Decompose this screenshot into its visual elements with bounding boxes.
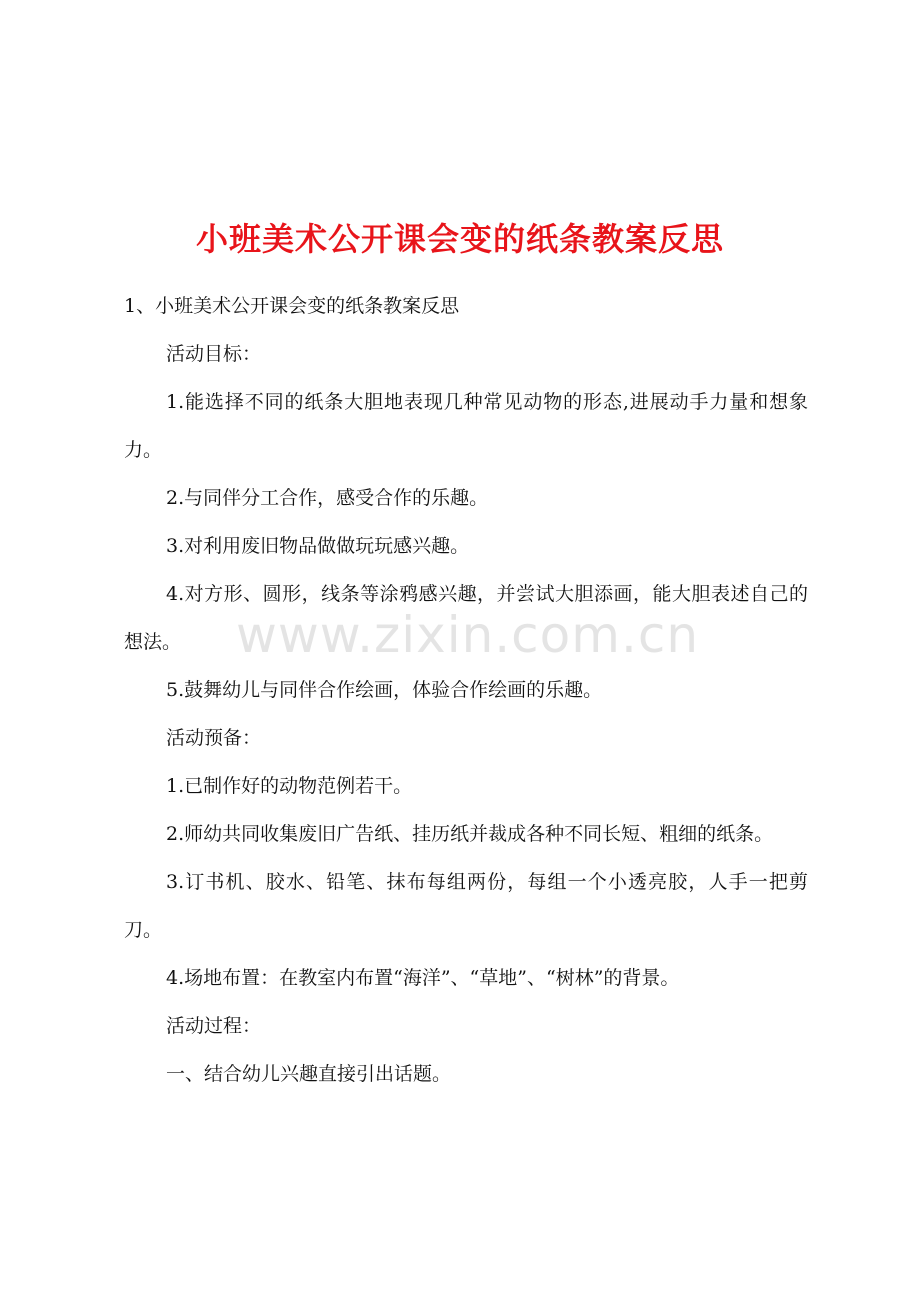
prep-item-2: 2.师幼共同收集废旧广告纸、挂历纸并裁成各种不同长短、粗细的纸条。 (166, 823, 774, 845)
document-body (124, 282, 808, 1098)
goal-item-3: 3.对利用废旧物品做做玩玩感兴趣。 (166, 535, 470, 557)
document-title: 小班美术公开课会变的纸条教案反思 (195, 220, 724, 259)
prep-item-3: 3.订书机、胶水、铅笔、抹布每组两份，每组一个小透亮胶，人手一把剪刀。 (124, 871, 808, 941)
goal-item-4: 4.对方形、圆形，线条等涂鸦感兴趣，并尝试大胆添画，能大胆表述自己的想法。 (124, 583, 808, 653)
goal-item-2: 2.与同伴分工合作，感受合作的乐趣。 (166, 487, 489, 509)
activity-process-heading: 活动过程： (166, 1015, 262, 1037)
section-heading: 1、小班美术公开课会变的纸条教案反思 (124, 295, 460, 317)
activity-prep-heading: 活动预备： (166, 727, 262, 749)
prep-item-4: 4.场地布置：在教室内布置“海洋”、“草地”、“树林”的背景。 (166, 967, 680, 989)
prep-item-1: 1.已制作好的动物范例若干。 (166, 775, 413, 797)
watermark-text: www.zixin.com.cn (236, 606, 700, 664)
goal-item-5: 5.鼓舞幼儿与同伴合作绘画，体验合作绘画的乐趣。 (166, 679, 603, 701)
process-step-1: 一、结合幼儿兴趣直接引出话题。 (166, 1063, 452, 1085)
activity-goals-heading: 活动目标： (166, 343, 262, 365)
goal-item-1: 1.能选择不同的纸条大胆地表现几种常见动物的形态,进展动手力量和想象力。 (124, 391, 808, 461)
